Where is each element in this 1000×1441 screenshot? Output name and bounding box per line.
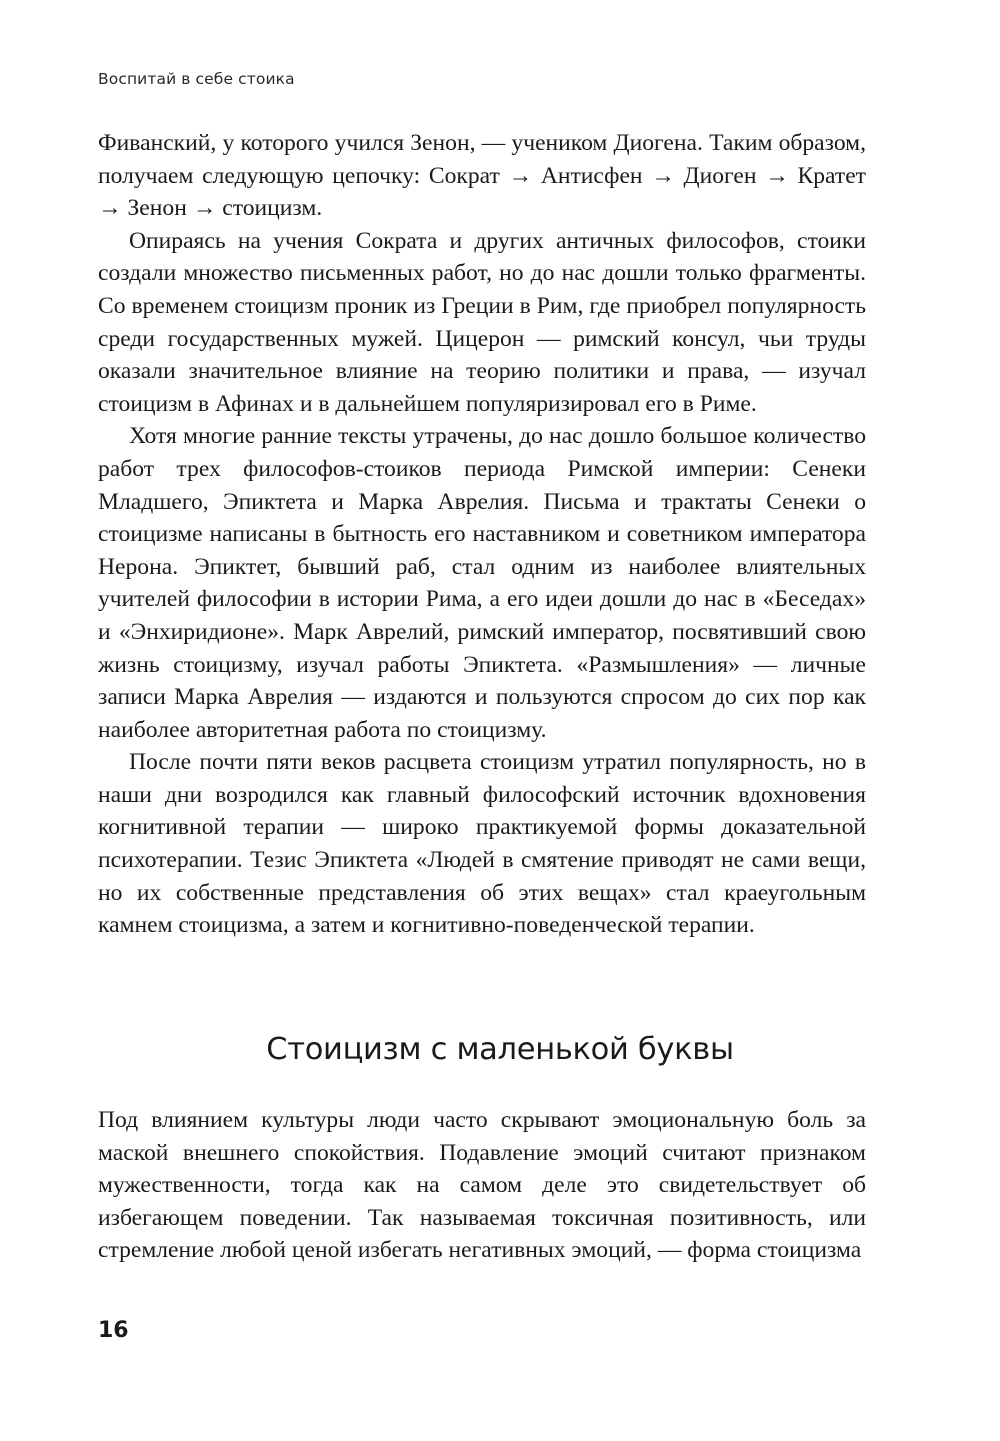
paragraph: Опираясь на учения Сократа и других античных философов, стоики создали множество письменных работ, но до нас дошли только фрагменты. Со временем стоицизм проник из Греции в Рим, где приобрел популярность среди государственных мужей. Цицерон — римский консул, чьи труды оказали значительное влияние на теорию политики и права, — изучал стоицизм в Афинах и в дальнейшем популяризировал его в Риме. <box>98 227 866 417</box>
paragraph: После почти пяти веков расцвета стоицизм утратил популярность, но в наши дни возродился как главный философский источник вдохновения когнитивной терапии — широко практикуемой формы доказательной психотерапии. Тезис Эпиктета «Людей в смятение приводят не сами вещи, но их собственные представления об этих вещах» стал краеугольным камнем стоицизма, а затем и когнитивно-поведенческой терапии. <box>98 749 866 939</box>
section-body-text <box>98 1104 866 1267</box>
page-number: 16 <box>98 1318 129 1343</box>
paragraph: Под влиянием культуры люди часто скрывают эмоциональную боль за маской внешнего спокойствия. Подавление эмоций считают признаком мужественности, тогда как на самом деле это свидетельствует об избегающем поведении. Так называемая токсичная позитивность, или стремление любой ценой избегать негативных эмоций, — форма стоицизма <box>98 1107 866 1264</box>
body-text <box>98 127 866 942</box>
paragraph: Хотя многие ранние тексты утрачены, до нас дошло большое количество работ трех философов-стоиков периода Римской империи: Сенеки Младшего, Эпиктета и Марка Аврелия. Письма и трактаты Сенеки о стоицизме написаны в бытность его наставником и советником императора Нерона. Эпиктет, бывший раб, стал одним из наиболее влиятельных учителей философии в истории Рима, а его идеи дошли до нас в «Беседах» и «Энхиридионе». Марк Аврелий, римский император, посвятивший свою жизнь стоицизму, изучал работы Эпиктета. «Размышления» — личные записи Марка Аврелия — издаются и пользуются спросом до сих пор как наиболее авторитетная работа по стоицизму. <box>98 423 866 743</box>
running-header: Воспитай в себе стоика <box>98 70 295 88</box>
paragraph: Фиванский, у которого учился Зенон, — учеником Диогена. Таким образом, получаем следующую цепочку: Сократ → Антисфен → Диоген → Кратет → Зенон → стоицизм. <box>98 130 866 222</box>
section-heading: Стоицизм с маленькой буквы <box>266 1032 734 1067</box>
